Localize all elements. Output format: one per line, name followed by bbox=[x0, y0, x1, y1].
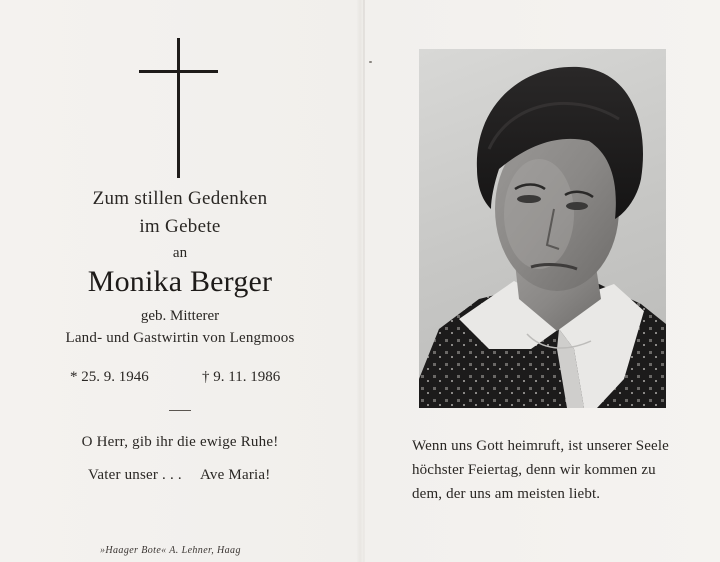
prayer-line-1: O Herr, gib ihr die ewige Ruhe! bbox=[81, 434, 279, 450]
divider bbox=[169, 410, 191, 411]
verse-line-1: Wenn uns Gott heimruft, ist unserer Seele bbox=[412, 438, 669, 454]
death-date: † 9. 11. 1986 bbox=[202, 369, 281, 385]
prayer-line-2a: Vater unser . . . bbox=[88, 467, 182, 483]
prayer-line-2b: Ave Maria! bbox=[200, 467, 271, 483]
maiden-name: geb. Mitterer bbox=[140, 308, 220, 324]
dedication-line-3: an bbox=[172, 245, 188, 261]
verse-line-2: höchster Feiertag, denn wir kommen zu bbox=[412, 462, 656, 478]
fold-line bbox=[363, 0, 365, 562]
dedication-line-1: Zum stillen Gedenken bbox=[92, 188, 268, 209]
portrait-icon bbox=[419, 49, 666, 408]
printer-imprint: »Haager Bote« A. Lehner, Haag bbox=[100, 545, 241, 556]
occupation: Land- und Gastwirtin von Lengmoos bbox=[65, 330, 295, 346]
verse-block bbox=[412, 434, 712, 506]
birth-date: * 25. 9. 1946 bbox=[70, 369, 149, 385]
deceased-name: Monika Berger bbox=[87, 265, 273, 298]
verse-line-3: dem, der uns am meisten liebt. bbox=[412, 486, 601, 502]
paper-speck bbox=[369, 61, 372, 63]
dedication-line-2: im Gebete bbox=[139, 216, 221, 237]
portrait-photo bbox=[419, 49, 666, 408]
